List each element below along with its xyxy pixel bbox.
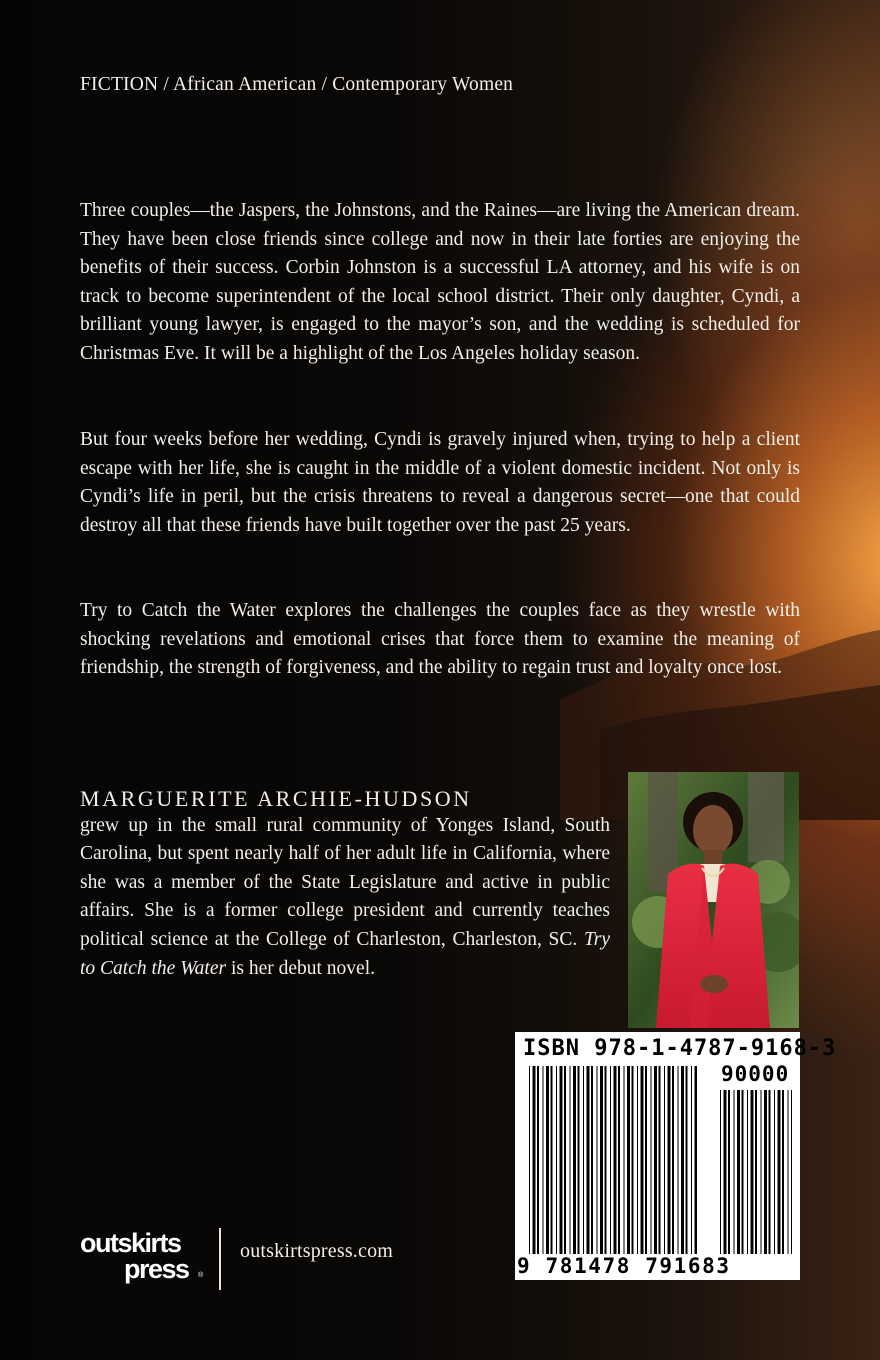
barcode-bar xyxy=(546,1066,549,1254)
price-code: 90000 xyxy=(721,1062,790,1086)
barcode-bar xyxy=(651,1066,652,1254)
barcode-bar xyxy=(591,1066,593,1254)
barcode-bar xyxy=(720,1090,721,1254)
ean-bars xyxy=(529,1066,697,1254)
publisher-logo xyxy=(80,1228,208,1292)
barcode-bar xyxy=(737,1090,740,1254)
barcode-bar xyxy=(751,1090,754,1254)
barcode-bar xyxy=(764,1090,767,1254)
author-bio-text: grew up in the small rural community of Yonges Island, South Carolina, but spent nearly half of her adult life in California, where she was a member of the State Legislature and active in public affairs. She is a former college president and currently teaches political science at the College of Charleston, Charleston, SC. xyxy=(80,814,610,950)
barcode-bar xyxy=(681,1066,684,1254)
logo-word-outskirts: outskirts xyxy=(80,1228,181,1258)
logo-word-press: press xyxy=(124,1254,189,1284)
barcode-bar xyxy=(533,1066,536,1254)
barcode-bar xyxy=(761,1090,762,1254)
barcode-bar xyxy=(791,1090,792,1254)
barcode-bar xyxy=(724,1090,727,1254)
blurb-paragraph-2: But four weeks before her wedding, Cyndi is gravely injured when, trying to help a client escape with her life, she is caught in the middle of a violent domestic incident. Not only is Cyndi’s life in peril, but the crisis threatens to reveal a dangerous secret—one that could destroy all that these friends have built together over the past 25 years. xyxy=(80,429,800,536)
barcode-bar xyxy=(605,1066,607,1254)
barcode-bar xyxy=(543,1066,544,1254)
author-name: MARGUERITE ARCHIE-HUDSON xyxy=(80,786,472,811)
barcode-bar xyxy=(573,1066,576,1254)
barcode-bar xyxy=(782,1090,784,1254)
barcode-bar xyxy=(659,1066,661,1254)
barcode-bar xyxy=(529,1066,530,1254)
barcode-bar xyxy=(728,1090,730,1254)
barcode-bar xyxy=(551,1066,553,1254)
barcode-bar xyxy=(695,1066,698,1254)
barcode-bar xyxy=(664,1066,665,1254)
barcode-bar xyxy=(578,1066,580,1254)
barcode-bar xyxy=(747,1090,748,1254)
trademark-symbol: ® xyxy=(198,1272,204,1279)
barcode-bar xyxy=(734,1090,735,1254)
author-bio-book-title: Try to Catch the Water xyxy=(80,928,610,979)
barcode-bar xyxy=(570,1066,571,1254)
barcode-bar xyxy=(769,1090,771,1254)
barcode-bar xyxy=(654,1066,657,1254)
publisher-website: outskirtspress.com xyxy=(240,1240,394,1262)
genre-category: FICTION / African American / Contemporary Women xyxy=(80,74,514,95)
blurb-paragraph-3: Try to Catch the Water explores the challenges the couples face as they wrestle with shocking revelations and emotional crises that force them to examine the meaning of friendship, the strength of forgiveness, and the ability to regain trust and loyalty once lost. xyxy=(80,600,800,679)
barcode-bar xyxy=(556,1066,557,1254)
barcode-bar xyxy=(627,1066,630,1254)
barcode-bar xyxy=(618,1066,620,1254)
barcode-bar xyxy=(583,1066,584,1254)
blurb-paragraph-1: Three couples—the Jaspers, the Johnstons, and the Raines—are living the American dream. They have been close friends since college and now in their late forties are enjoying the benefits of their success. Corbin Johnston is a successful LA attorney, and his wife is on track to become superintendent of the local school district. Their only daughter, Cyndi, a brilliant young lawyer, is engaged to the mayor’s son, and the wedding is scheduled for Christmas Eve. It will be a highlight of the Los Angeles holiday season. xyxy=(80,200,800,364)
barcode-bar xyxy=(774,1090,775,1254)
publisher-divider xyxy=(219,1228,221,1290)
supplement-bars xyxy=(720,1090,792,1254)
barcode-bar xyxy=(614,1066,617,1254)
barcode-bar xyxy=(587,1066,590,1254)
barcode-bar xyxy=(637,1066,638,1254)
author-photo xyxy=(628,772,799,1028)
barcode-bar xyxy=(537,1066,539,1254)
barcode-bar xyxy=(678,1066,679,1254)
barcode-bar xyxy=(610,1066,611,1254)
barcode-bar xyxy=(691,1066,692,1254)
author-bio-end: is her debut novel. xyxy=(230,957,375,979)
isbn-barcode xyxy=(515,1032,837,1280)
barcode-bar xyxy=(668,1066,671,1254)
barcode-bar xyxy=(632,1066,634,1254)
barcode-bar xyxy=(788,1090,789,1254)
barcode-bar xyxy=(600,1066,603,1254)
barcode-bar xyxy=(686,1066,688,1254)
barcode-bar xyxy=(755,1090,757,1254)
isbn-text: ISBN 978-1-4787-9168-3 xyxy=(523,1036,837,1061)
barcode-bar xyxy=(742,1090,744,1254)
ean-digits: 9 781478 791683 xyxy=(517,1254,731,1278)
barcode-bar xyxy=(564,1066,566,1254)
barcode-bar xyxy=(560,1066,563,1254)
barcode-bar xyxy=(597,1066,598,1254)
author-bio xyxy=(80,785,610,983)
barcode-bar xyxy=(778,1090,781,1254)
barcode-bar xyxy=(672,1066,674,1254)
barcode-bar xyxy=(641,1066,644,1254)
barcode-bar xyxy=(624,1066,625,1254)
barcode-bar xyxy=(645,1066,647,1254)
author-portrait-image xyxy=(628,772,799,1028)
